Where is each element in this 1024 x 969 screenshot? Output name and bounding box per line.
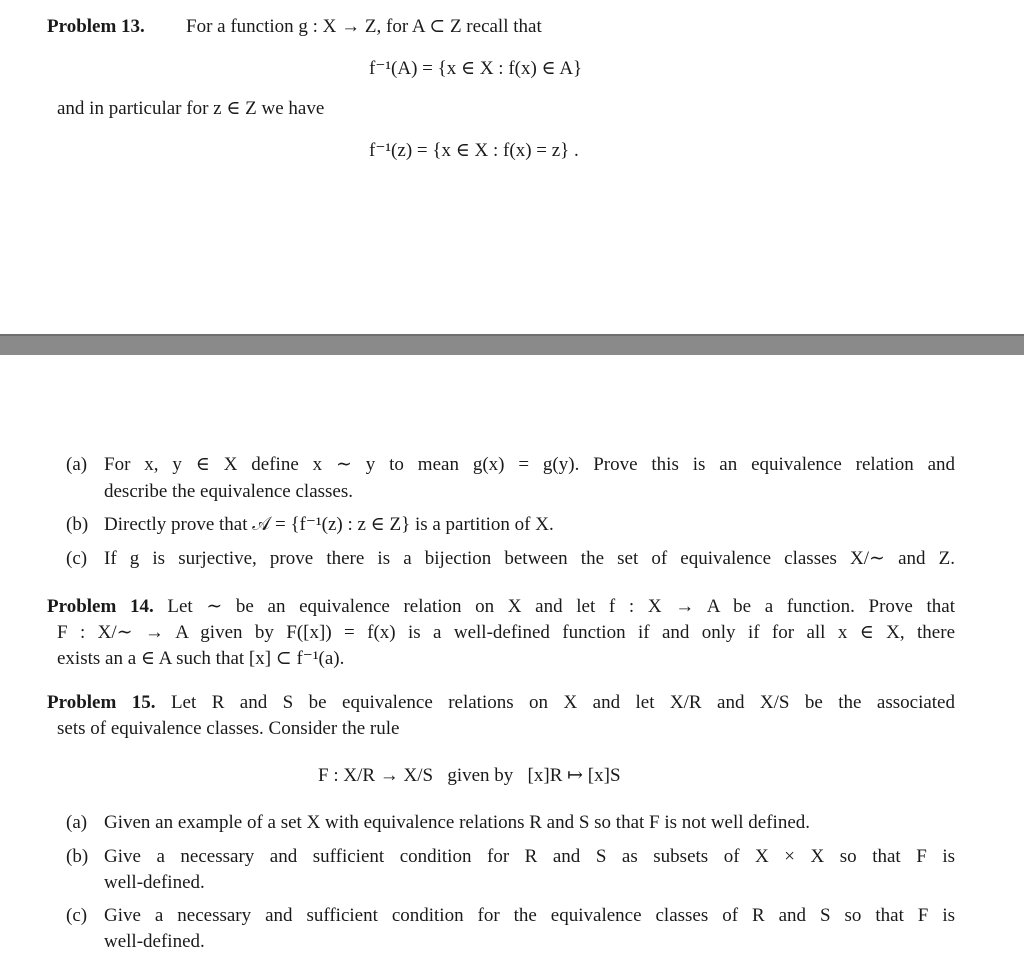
p15-item-c-line1: Give a necessary and sufficient condition for the equivalence classes of R and S so that F is: [104, 905, 955, 926]
problem-15-label: Problem 15.: [47, 692, 156, 713]
p15-item-b-line2: well-defined.: [104, 872, 205, 893]
p15-item-b-line1: Give a necessary and sufficient condition for R and S as subsets of X × X so that F is: [104, 846, 955, 867]
problem-14-line1: Let ∼ be an equivalence relation on X and let f : X → A be a function. Prove that: [167, 596, 955, 617]
p13-item-a-line2: describe the equivalence classes.: [104, 481, 353, 502]
item-label: (c): [66, 905, 88, 926]
item-label: (c): [66, 548, 88, 569]
problem-13-label: Problem 13.: [47, 16, 145, 37]
item-label: (a): [66, 812, 88, 833]
p13-item-b-line1: Directly prove that 𝒜 = {f⁻¹(z) : z ∈ Z} is a partition of X.: [104, 514, 554, 535]
item-label: (b): [66, 514, 89, 535]
page-divider: [0, 334, 1024, 355]
problem-13-intro: For a function g : X → Z, for A ⊂ Z recall that: [186, 16, 542, 37]
problem-15-equation: F : X/R → X/S given by [x]R ↦ [x]S: [318, 765, 621, 786]
problem-15-line2: sets of equivalence classes. Consider the rule: [57, 718, 400, 739]
problem-14-first-line: [47, 594, 955, 620]
equation-preimage-point: f⁻¹(z) = {x ∈ X : f(x) = z} .: [369, 140, 579, 161]
p13-item-c-line1: If g is surjective, prove there is a bijection between the set of equivalence classes X/∼ and Z.: [104, 548, 955, 569]
problem-14-label: Problem 14.: [47, 596, 154, 617]
problem-15-first-line: [47, 690, 955, 716]
problem-13-mid-text: and in particular for z ∈ Z we have: [57, 98, 325, 119]
problem-15-line1: Let R and S be equivalence relations on X and let X/R and X/S be the associated: [170, 692, 955, 713]
p15-item-a-line1: Given an example of a set X with equivalence relations R and S so that F is not well defined.: [104, 812, 810, 833]
item-label: (b): [66, 846, 89, 867]
problem-14-line2: F : X/∼ → A given by F([x]) = f(x) is a well-defined function if and only if for all x ∈ X, there: [57, 622, 955, 643]
p15-item-c-line2: well-defined.: [104, 931, 205, 952]
p13-item-a-line1: For x, y ∈ X define x ∼ y to mean g(x) = g(y). Prove this is an equivalence relation and: [104, 454, 955, 475]
problem-14-line3: exists an a ∈ A such that [x] ⊂ f⁻¹(a).: [57, 648, 345, 669]
equation-preimage-set: f⁻¹(A) = {x ∈ X : f(x) ∈ A}: [369, 58, 583, 79]
item-label: (a): [66, 454, 88, 475]
